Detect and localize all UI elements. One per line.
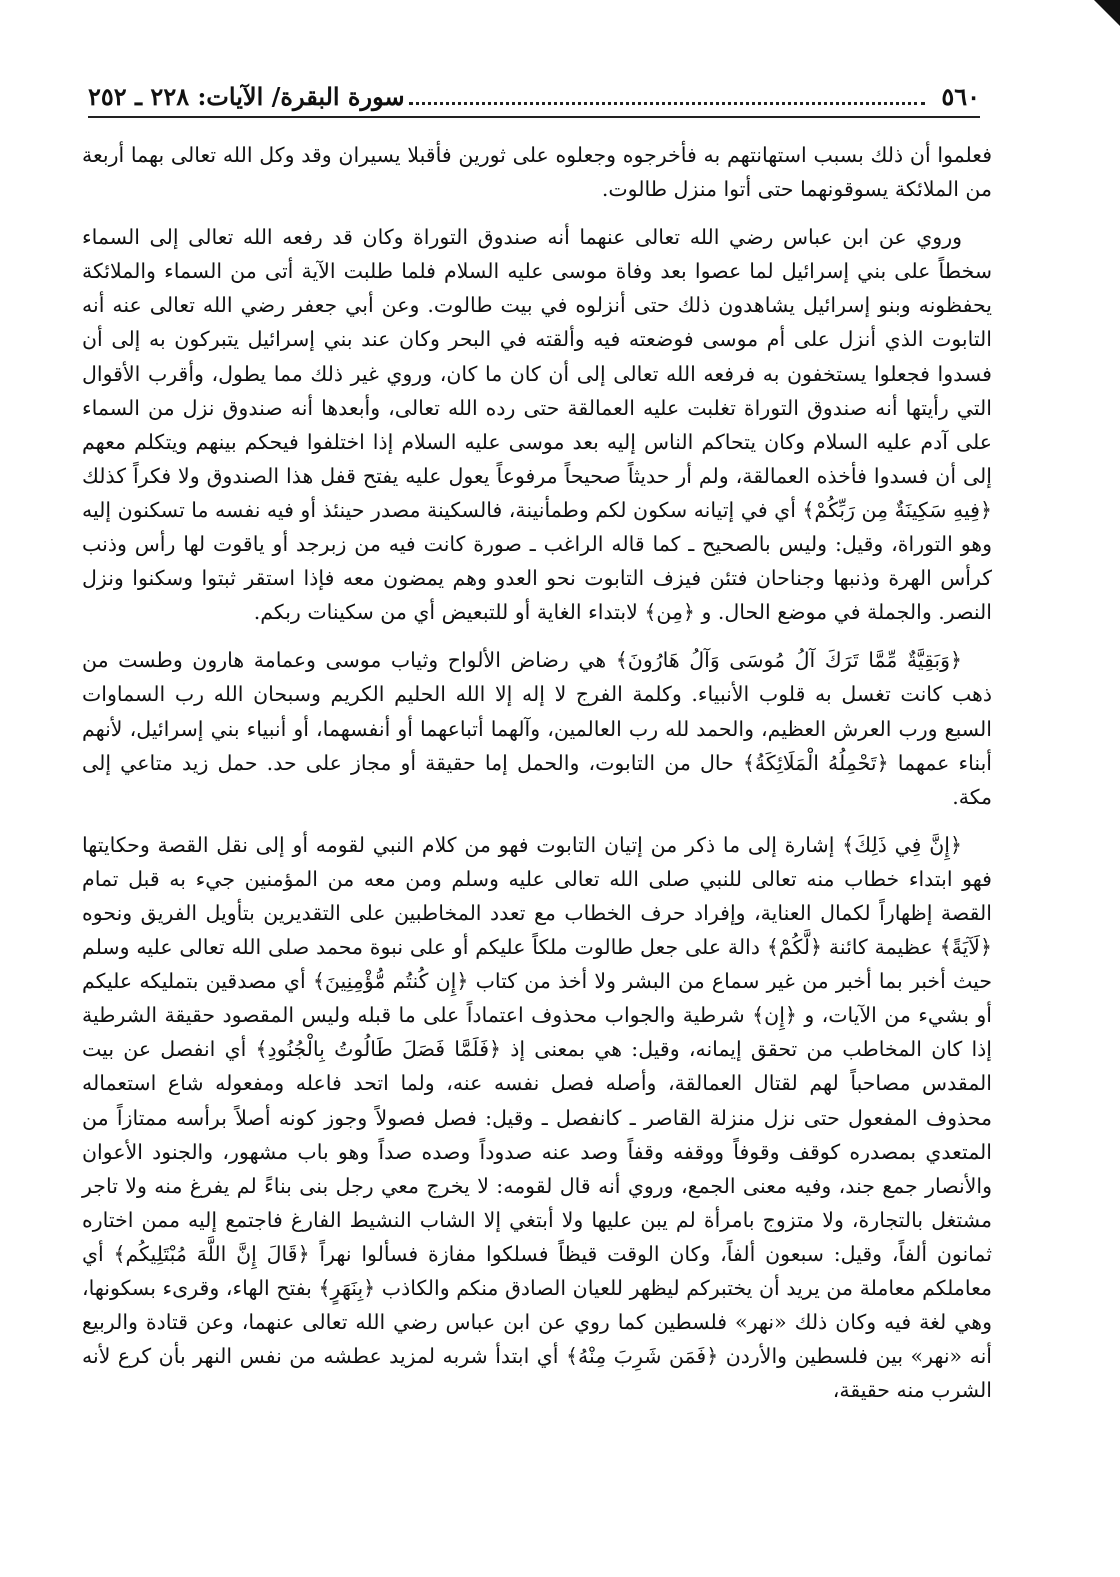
page-body — [82, 138, 992, 1407]
page-number: ٥٦٠ — [941, 81, 980, 111]
paragraph-1: فعلموا أن ذلك بسبب استهانتهم به فأخرجوه وجعلوه على ثورين فأقبلا يسيران وقد وكل الله تعالى بهما أربعة من الملائكة يسوقونهما حتى أتوا منزل طالوت. — [82, 143, 992, 202]
leader-dots — [409, 88, 926, 105]
paragraph-4: ﴿إِنَّ فِي ذَلِكَ﴾ إشارة إلى ما ذكر من إتيان التابوت فهو من كلام النبي لقومه أو إلى نقل القصة وحكايتها فهو ابتداء خطاب منه تعالى للنبي صلى الله تعالى عليه وسلم ومن معه من المؤمنين جيء به قبل تمام القصة إظهاراً لكمال العناية، وإفراد حرف الخطاب مع تعدد المخاطبين على التقديرين بتأويل الفريق ونحوه ﴿لَآيَةً﴾ عظيمة كائنة ﴿لَّكُمْ﴾ دالة على جعل طالوت ملكاً عليكم أو على نبوة محمد صلى الله تعالى عليه وسلم حيث أخبر بما أخبر من غير سماع من البشر ولا أخذ من كتاب ﴿إِن كُنتُم مُّؤْمِنِينَ﴾ أي مصدقين بتمليكه عليكم أو بشيء من الآيات، و ﴿إِن﴾ شرطية والجواب محذوف اعتماداً على ما قبله وليس المقصود حقيقة الشرطية إذا كان المخاطب من تحقق إيمانه، وقيل: هي بمعنى إذ ﴿فَلَمَّا فَصَلَ طَالُوتُ بِالْجُنُودِ﴾ أي انفصل عن بيت المقدس مصاحباً لهم لقتال العمالقة، وأصله فصل نفسه عنه، ولما اتحد فاعله ومفعوله شاع استعماله محذوف المفعول حتى نزل منزلة القاصر ـ كانفصل ـ وقيل: فصل فصولاً وجوز كونه أصلاً برأسه ممتازاً من المتعدي بمصدره كوقف وقوفاً ووقفه وقفاً وصد عنه صدوداً وصده صداً وهو باب مشهور، والجنود الأعوان والأنصار جمع جند، وفيه معنى الجمع، وروي أنه قال لقومه: لا يخرج معي رجل بنى بناءً لم يفرغ منه ولا تاجر مشتغل بالتجارة، ولا متزوج بامرأة لم يبن عليها ولا أبتغي إلا الشاب النشيط الفارغ فاجتمع إليه ممن اختاره ثمانون ألفاً، وقيل: سبعون ألفاً، وكان الوقت قيظاً فسلكوا مفازة فسألوا نهراً ﴿قَالَ إِنَّ اللَّهَ مُبْتَلِيكُم﴾ أي معاملكم معاملة من يريد أن يختبركم ليظهر للعيان الصادق منكم والكاذب ﴿بِنَهَرٍ﴾ بفتح الهاء، وقرىء بسكونها، وهي لغة فيه وكان ذلك «نهر» فلسطين كما روي عن ابن عباس رضي الله تعالى عنهما، وعن قتادة والربيع أنه «نهر» بين فلسطين والأردن ﴿فَمَن شَرِبَ مِنْهُ﴾ أي ابتدأ شربه لمزيد عطشه من نفس النهر بأن كرع لأنه الشرب منه حقيقة، — [82, 832, 993, 1403]
header-rule — [88, 116, 980, 118]
corner-mark — [1094, 0, 1120, 26]
paragraph-2: وروي عن ابن عباس رضي الله تعالى عنهما أنه صندوق التوراة وكان قد رفعه الله تعالى إلى السماء سخطاً على بني إسرائيل لما عصوا بعد وفاة موسى عليه السلام فلما طلبت الآية أتى من السماء والملائكة يحفظونه وبنو إسرائيل يشاهدون ذلك حتى أنزلوه في بيت طالوت. وعن أبي جعفر رضي الله تعالى عنه أنه التابوت الذي أنزل على أم موسى فوضعته فيه وألقته في البحر وكان عند بني إسرائيل يتبركون به إلى أن فسدوا فجعلوا يستخفون به فرفعه الله تعالى إلى أن كان ما كان، وروي غير ذلك مما يطول، وأقرب الأقوال التي رأيتها أنه صندوق التوراة تغلبت عليه العمالقة حتى رده الله تعالى، وأبعدها أنه صندوق نزل من السماء على آدم عليه السلام وكان يتحاكم الناس إليه بعد موسى عليه السلام إذا اختلفوا فيحكم بينهم ويتكلم معهم إلى أن فسدوا فأخذه العمالقة، ولم أر حديثاً صحيحاً مرفوعاً يعول عليه يفتح قفل هذا الصندوق ولا فكراً كذلك ﴿فِيهِ سَكِينَةٌ مِن رَبِّكُمْ﴾ أي في إتيانه سكون لكم وطمأنينة، فالسكينة مصدر حينئذ أو فيه نفسه ما تسكنون إليه وهو التوراة، وقيل: وليس بالصحيح ـ كما قاله الراغب ـ صورة كانت فيه من زبرجد أو ياقوت لها رأس وذنب كرأس الهرة وذنبها وجناحان فتئن فيزف التابوت نحو العدو وهم يمضون معه فإذا استقر ثبتوا وسكنوا ونزل النصر. والجملة في موضع الحال. و ﴿مِن﴾ لابتداء الغاية أو للتبعيض أي من سكينات ربكم. — [82, 225, 992, 625]
page-header — [88, 78, 980, 114]
paragraph-3: ﴿وَبَقِيَّةٌ مِّمَّا تَرَكَ آلُ مُوسَى وَآلُ هَارُونَ﴾ هي رضاض الألواح وثياب موسى وعمامة هارون وطست من ذهب كانت تغسل به قلوب الأنبياء. وكلمة الفرج لا إله إلا الله الحليم الكريم وسبحان الله رب السماوات السبع ورب العرش العظيم، والحمد لله رب العالمين، وآلهما أتباعهما أو أنفسهما، أو أنبياء بني إسرائيل، لأنهم أبناء عمهما ﴿تَحْمِلُهُ الْمَلَائِكَةُ﴾ حال من التابوت، والحمل إما حقيقة أو مجاز على حد. حمل زيد متاعي إلى مكة. — [82, 648, 992, 809]
running-title: سورة البقرة/ الآيات: ٢٢٨ ـ ٢٥٢ — [88, 81, 405, 111]
